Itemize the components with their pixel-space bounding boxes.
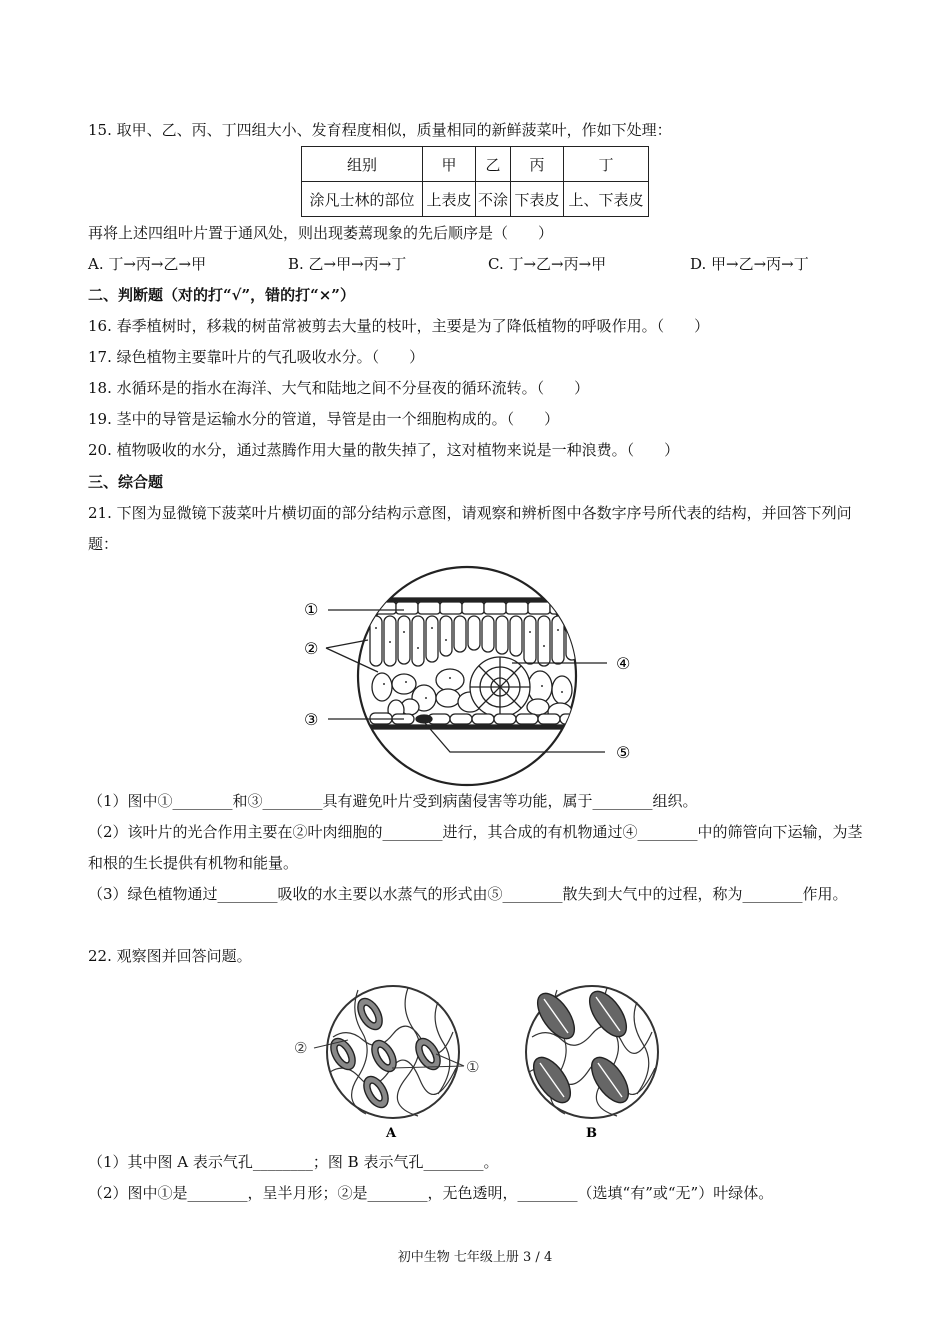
table-cell: 上、下表皮 xyxy=(564,182,649,217)
leaf-cross-section-figure xyxy=(300,562,650,790)
q22-sub1: （1）其中图 A 表示气孔________；图 B 表示气孔________。 xyxy=(88,1153,499,1171)
q15-table xyxy=(301,146,649,217)
section2-title: 二、判断题（对的打“√”，错的打“×”） xyxy=(88,286,355,304)
q15-follow: 再将上述四组叶片置于通风处，则出现萎蔫现象的先后顺序是（ ） xyxy=(88,224,554,242)
q17: 17. 绿色植物主要靠叶片的气孔吸收水分。（ ） xyxy=(88,348,425,366)
option-a: A. 丁→丙→乙→甲 xyxy=(88,255,207,273)
stomata-figure xyxy=(288,982,668,1142)
table-cell: 涂凡士林的部位 xyxy=(302,182,423,217)
upper-epidermis xyxy=(352,602,594,614)
q21-sub3: （3）绿色植物通过________吸收的水主要以水蒸气的形式由⑤________散失到大气中的过程，称为________作用。 xyxy=(88,885,848,903)
label-1-fig22: ① xyxy=(466,1058,480,1076)
label-2: ② xyxy=(304,639,319,658)
vein-bundle xyxy=(470,657,530,717)
table-cell: 丁 xyxy=(564,147,649,182)
option-d: D. 甲→乙→丙→丁 xyxy=(690,255,809,273)
section3-title: 三、综合题 xyxy=(88,473,164,491)
table-row xyxy=(302,182,649,217)
label-b: B xyxy=(586,1126,597,1141)
table-cell: 不涂 xyxy=(476,182,511,217)
table-cell: 组别 xyxy=(302,147,423,182)
q20: 20. 植物吸收的水分，通过蒸腾作用大量的散失掉了，这对植物来说是一种浪费。（ ） xyxy=(88,441,680,459)
table-cell: 下表皮 xyxy=(511,182,564,217)
q21-sub1: （1）图中①________和③________具有避免叶片受到病菌侵害等功能，属于________组织。 xyxy=(88,792,698,810)
q16: 16. 春季植树时，移栽的树苗常被剪去大量的枝叶，主要是为了降低植物的呼吸作用。（ ） xyxy=(88,317,710,335)
option-b: B. 乙→甲→丙→丁 xyxy=(288,255,407,273)
option-c: C. 丁→乙→丙→甲 xyxy=(488,255,607,273)
label-5: ⑤ xyxy=(616,743,631,762)
q19: 19. 茎中的导管是运输水分的管道，导管是由一个细胞构成的。（ ） xyxy=(88,410,560,428)
page-footer: 初中生物 七年级上册 3 / 4 xyxy=(397,1250,553,1265)
q22-stem: 22. 观察图并回答问题。 xyxy=(88,947,252,965)
q15-stem: 15. 取甲、乙、丙、丁四组大小、发育程度相似，质量相同的新鲜菠菜叶，作如下处理： xyxy=(88,121,672,139)
stoma xyxy=(416,715,432,723)
label-4: ④ xyxy=(616,654,631,673)
table-cell: 丙 xyxy=(511,147,564,182)
label-a: A xyxy=(386,1126,397,1141)
table-cell: 甲 xyxy=(423,147,476,182)
table-row xyxy=(302,147,649,182)
q15-options xyxy=(88,253,866,275)
table-cell: 乙 xyxy=(476,147,511,182)
q21-stem: 21. 下图为显微镜下菠菜叶片横切面的部分结构示意图，请观察和辨析图中各数字序号所代表的结构，并回答下列问题： xyxy=(88,504,852,553)
label-3: ③ xyxy=(304,710,319,729)
table-cell: 上表皮 xyxy=(423,182,476,217)
q21-sub2: （2）该叶片的光合作用主要在②叶肉细胞的________进行，其合成的有机物通过④________中的筛管向下运输，为茎和根的生长提供有机物和能量。 xyxy=(88,823,863,872)
label-2-fig22: ② xyxy=(294,1039,308,1057)
label-1: ① xyxy=(304,600,319,619)
q18: 18. 水循环是的指水在海洋、大气和陆地之间不分昼夜的循环流转。（ ） xyxy=(88,379,590,397)
q22-sub2: （2）图中①是________，呈半月形；②是________，无色透明，________（选填“有”或“无”）叶绿体。 xyxy=(88,1184,774,1202)
